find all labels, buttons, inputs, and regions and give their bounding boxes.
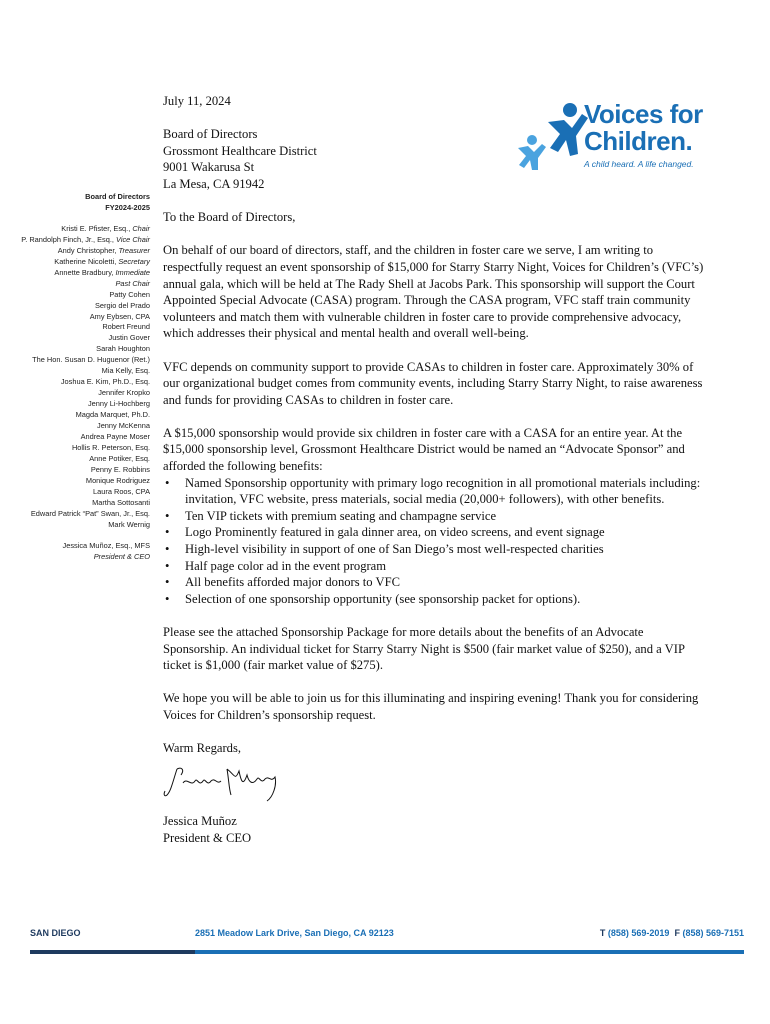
board-member-name: Robert Freund: [102, 322, 150, 332]
board-member: [0, 257, 150, 268]
footer-rule: [30, 950, 744, 954]
board-member-name: Laura Roos, CPA: [93, 486, 150, 496]
bullet-icon: •: [165, 508, 170, 523]
board-member: [0, 246, 150, 257]
benefit-text: High-level visibility in support of one of San Diego’s most well-respected charities: [185, 542, 604, 557]
recipient-address: [163, 126, 708, 192]
board-member-name: The Hon. Susan D. Huguenor (Ret.): [32, 355, 150, 365]
bullet-icon: •: [165, 558, 170, 573]
paragraph-request: On behalf of our board of directors, staff, and the children in foster care we serve, I am writing to respectfully request an event sponsorship of $15,000 for Starry Starry Night, Voices for Children’s (VFC’s) annual gala, which will be held at The Rady Shell at Jacobs Park. This sponsorship will support the Court Appointed Special Advocate (CASA) program. Through the CASA program, VFC staff train community volunteers and match them with vulnerable children in foster care to provide comprehensive advocacy, which addresses their physical and mental health and overall well-being.: [163, 243, 704, 341]
board-member-name: Mark Wernig: [108, 519, 150, 529]
fiscal-year-heading: FY2024-2025: [105, 202, 150, 212]
address-line: Board of Directors: [163, 127, 258, 142]
benefit-text: Half page color ad in the event program: [185, 558, 387, 573]
board-member-name: Jenny Li-Hochberg: [87, 399, 150, 409]
paragraph-closing: We hope you will be able to join us for this illuminating and inspiring evening! Thank you for considering Voices for Children’s sponsorship request.: [163, 691, 699, 722]
board-heading: Board of Directors: [85, 192, 150, 201]
board-member: [0, 443, 150, 454]
board-member: [0, 355, 150, 366]
closing: Warm Regards,: [163, 741, 242, 756]
benefit-item: [163, 475, 708, 508]
benefit-text: All benefits afforded major donors to VFC: [185, 575, 400, 590]
benefit-item: [163, 591, 708, 608]
salutation: To the Board of Directors,: [163, 210, 296, 225]
board-member: [0, 498, 150, 509]
benefit-text: Named Sponsorship opportunity with primary logo recognition in all promotional materials including: invitation, VFC website, press materials, social media (20,000+ followers), with other benefits.: [185, 475, 701, 507]
paragraph-package: Please see the attached Sponsorship Package for more details about the benefits of an Advocate Sponsorship. An individual ticket for Starry Starry Night is $500 (fair market value of $250), and a VIP ticket is $1,000 (fair market value of $275).: [163, 625, 685, 673]
board-member: [0, 487, 150, 498]
board-member: [0, 279, 150, 290]
benefits-list: [163, 475, 708, 608]
board-member-name: Patty Cohen: [109, 289, 150, 299]
board-member: [0, 377, 150, 388]
address-line: La Mesa, CA 91942: [163, 176, 265, 191]
board-member: [0, 465, 150, 476]
board-member: [0, 290, 150, 301]
board-member-name: Mia Kelly, Esq.: [101, 366, 150, 376]
footer-rule-accent: [195, 950, 744, 954]
bullet-icon: •: [165, 525, 170, 540]
board-member: [0, 432, 150, 443]
board-member: [0, 509, 150, 520]
board-member: [0, 454, 150, 465]
board-member-role: Secretary: [118, 256, 150, 266]
fax-label: F: [674, 928, 680, 938]
benefit-item: [163, 574, 708, 591]
board-member: [0, 333, 150, 344]
benefit-item: [163, 558, 708, 575]
letter-body: [163, 93, 708, 847]
board-member-name: Andrea Payne Moser: [80, 432, 150, 442]
address-line: 9001 Wakarusa St: [163, 160, 255, 175]
board-member-name: Jenny McKenna: [97, 421, 150, 431]
fax-number: (858) 569-7151: [682, 928, 744, 938]
board-member-name: Andy Christopher,: [57, 245, 117, 255]
board-member: [0, 399, 150, 410]
signer-title: President & CEO: [163, 830, 252, 845]
board-member-name: Martha Sottosanti: [92, 497, 150, 507]
board-member-name: Jennifer Kropko: [98, 388, 150, 398]
board-member-name: Katherine Nicoletti,: [54, 256, 117, 266]
board-member-name: Monique Rodriguez: [85, 475, 150, 485]
board-member-name: Edward Patrick “Pat” Swan, Jr., Esq.: [30, 508, 150, 518]
benefit-item: [163, 524, 708, 541]
board-member-name: Magda Marquet, Ph.D.: [75, 410, 150, 420]
signer-name: Jessica Muñoz: [163, 814, 237, 829]
bullet-icon: •: [165, 475, 170, 490]
board-member: [0, 410, 150, 421]
board-member-name: P. Randolph Finch, Jr., Esq.,: [21, 234, 114, 244]
footer-contact: [600, 928, 744, 938]
board-member: [0, 421, 150, 432]
bullet-icon: •: [165, 542, 170, 557]
board-member: [0, 476, 150, 487]
bullet-icon: •: [165, 591, 170, 606]
board-member: [0, 322, 150, 333]
paragraph-community: VFC depends on community support to provide CASAs to children in foster care. Approximately 30% of our organizational budget comes from community events, including Starry Starry Night, to raise awareness and funds for providing CASAs to children in foster care.: [163, 359, 703, 407]
board-member-name: Anne Potiker, Esq.: [89, 453, 150, 463]
ceo-title: [0, 552, 150, 563]
board-member: [0, 520, 150, 531]
footer-address: 2851 Meadow Lark Drive, San Diego, CA 92123: [195, 928, 394, 938]
board-member-name: Joshua E. Kim, Ph.D., Esq.: [60, 377, 150, 387]
board-member-role: Vice Chair: [116, 234, 150, 244]
bullet-icon: •: [165, 575, 170, 590]
ceo-title-text: President & CEO: [93, 551, 150, 561]
benefit-item: [163, 541, 708, 558]
board-member-name: Amy Eybsen, CPA: [89, 311, 150, 321]
benefit-text: Logo Prominently featured in gala dinner area, on video screens, and event signage: [185, 525, 605, 540]
footer-rule-dark: [30, 950, 195, 954]
logo-wordmark-line1: Voices for: [584, 99, 703, 129]
board-member-name: Kristi E. Pfister, Esq.,: [61, 223, 131, 233]
address-line: Grossmont Healthcare District: [163, 143, 317, 158]
board-member: [0, 366, 150, 377]
benefit-item: [163, 508, 708, 525]
board-member-name: Justin Gover: [108, 333, 150, 343]
board-sidebar: [0, 192, 150, 563]
benefit-text: Selection of one sponsorship opportunity (see sponsorship packet for options).: [185, 591, 581, 606]
letter-date: July 11, 2024: [163, 94, 231, 108]
board-member-name: Sarah Houghton: [96, 344, 150, 354]
board-member-list: [0, 224, 150, 531]
board-member: [0, 235, 150, 246]
board-member-role: Treasurer: [118, 245, 150, 255]
board-member-name: Sergio del Prado: [94, 300, 150, 310]
board-member-role: Past Chair: [115, 278, 150, 288]
board-member: [0, 301, 150, 312]
footer-city: SAN DIEGO: [30, 928, 81, 938]
phone-label: T: [599, 928, 606, 938]
benefit-text: Ten VIP tickets with premium seating and champagne service: [185, 508, 497, 523]
board-member-name: Penny E. Robbins: [90, 464, 150, 474]
phone-number: (858) 569-2019: [607, 928, 670, 938]
board-member-name: Hollis R. Peterson, Esq.: [71, 442, 150, 452]
board-member: [0, 344, 150, 355]
logo-wordmark-line2: Children.: [584, 126, 693, 156]
board-member: [0, 388, 150, 399]
board-member: [0, 224, 150, 235]
letterhead-footer: [30, 928, 744, 956]
logo-tagline: A child heard. A life changed.: [584, 159, 694, 169]
board-member: [0, 312, 150, 323]
signature: [163, 761, 293, 805]
board-member-role: Immediate: [115, 267, 150, 277]
paragraph-sponsorship: A $15,000 sponsorship would provide six children in foster care with a CASA for an entire year. At the $15,000 sponsorship level, Grossmont Healthcare District would be named an “Advocate Sponsor” and afforded the following benefits:: [163, 425, 685, 474]
board-member-name: Annette Bradbury,: [54, 267, 114, 277]
ceo-name: Jessica Muñoz, Esq., MFS: [62, 540, 150, 550]
board-member-role: Chair: [132, 223, 150, 233]
board-member: [0, 268, 150, 279]
